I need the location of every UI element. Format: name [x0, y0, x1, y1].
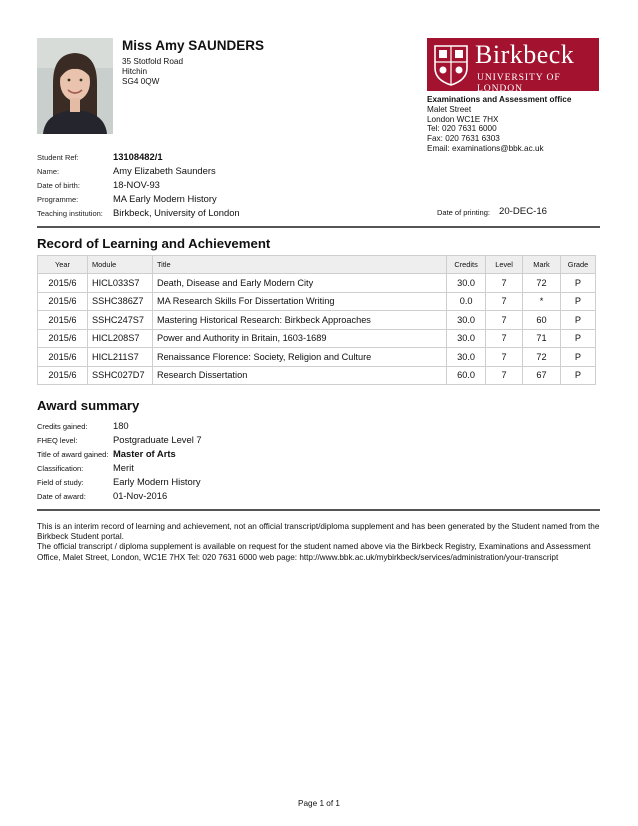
- table-row: [38, 311, 596, 330]
- cell-mark: 71: [523, 329, 561, 348]
- student-name: Miss Amy SAUNDERS: [122, 38, 265, 53]
- cell-title: Renaissance Florence: Society, Religion and Culture: [152, 348, 446, 367]
- birkbeck-logo: [427, 38, 599, 94]
- cell-mark: 72: [523, 348, 561, 367]
- column-header: Title: [152, 256, 446, 274]
- logo-subtitle: UNIVERSITY OF LONDON: [477, 72, 561, 94]
- cell-module: HICL208S7: [87, 329, 152, 348]
- cell-year: 2015/6: [38, 274, 88, 293]
- logo-wordmark: Birkbeck: [475, 40, 575, 69]
- footer-notice: [37, 522, 601, 563]
- cell-grade: P: [560, 329, 595, 348]
- cell-module: SSHC027D7: [87, 366, 152, 385]
- award-label-field: Field of study:: [37, 478, 84, 487]
- cell-year: 2015/6: [38, 311, 88, 330]
- printing-date-value: 20-DEC-16: [499, 206, 547, 217]
- info-value-programme: MA Early Modern History: [113, 193, 217, 204]
- column-header: Mark: [523, 256, 561, 274]
- table-header-row: [38, 256, 596, 274]
- address-line: 35 Stotfold Road: [122, 57, 183, 66]
- award-value-date: 01-Nov-2016: [113, 490, 168, 501]
- footer-paragraph: The official transcript / diploma supplement is available on request for the student named above via the Birkbeck Registry, Examinations and Assessment Office, Malet Street, London, WC1E 7HX Tel: 020 7631 6000 web page: http://www.bbk.ac.uk/mybirkbeck/services/administration/your-transcript: [37, 542, 591, 562]
- column-header: Grade: [560, 256, 595, 274]
- cell-credits: 60.0: [447, 366, 486, 385]
- cell-grade: P: [560, 292, 595, 311]
- cell-module: HICL033S7: [87, 274, 152, 293]
- info-value-institution: Birkbeck, University of London: [113, 207, 240, 218]
- office-line: Malet Street: [427, 104, 472, 114]
- cell-year: 2015/6: [38, 366, 88, 385]
- cell-year: 2015/6: [38, 348, 88, 367]
- cell-grade: P: [560, 311, 595, 330]
- cell-mark: 67: [523, 366, 561, 385]
- page-number: Page 1 of 1: [298, 799, 340, 808]
- printing-date-label: Date of printing:: [437, 208, 490, 217]
- award-label-classification: Classification:: [37, 464, 84, 473]
- award-value-fheq: Postgraduate Level 7: [113, 434, 202, 445]
- cell-year: 2015/6: [38, 292, 88, 311]
- office-contact: [427, 95, 571, 154]
- cell-level: 7: [486, 274, 523, 293]
- cell-credits: 30.0: [447, 348, 486, 367]
- cell-level: 7: [486, 292, 523, 311]
- award-value-credits: 180: [113, 420, 129, 431]
- info-value-student-ref: 13108482/1: [113, 151, 163, 162]
- info-label-institution: Teaching institution:: [37, 209, 103, 218]
- footer-paragraph: This is an interim record of learning and achievement, not an official transcript/diploma supplement and has been generated by the Student named from the Birkbeck Student portal.: [37, 522, 600, 542]
- column-header: Module: [87, 256, 152, 274]
- cell-title: Mastering Historical Research: Birkbeck Approaches: [152, 311, 446, 330]
- award-label-credits: Credits gained:: [37, 422, 88, 431]
- crest-icon: [433, 44, 469, 86]
- cell-module: SSHC247S7: [87, 311, 152, 330]
- award-value-field: Early Modern History: [113, 476, 201, 487]
- info-value-name: Amy Elizabeth Saunders: [113, 165, 216, 176]
- record-table: [37, 255, 596, 385]
- cell-level: 7: [486, 329, 523, 348]
- table-row: [38, 329, 596, 348]
- info-label-dob: Date of birth:: [37, 181, 80, 190]
- cell-grade: P: [560, 366, 595, 385]
- cell-level: 7: [486, 366, 523, 385]
- cell-credits: 30.0: [447, 274, 486, 293]
- info-value-dob: 18-NOV-93: [113, 179, 160, 190]
- cell-title: Research Dissertation: [152, 366, 446, 385]
- office-line: Tel: 020 7631 6000: [427, 124, 497, 134]
- award-label-date: Date of award:: [37, 492, 86, 501]
- cell-title: Death, Disease and Early Modern City: [152, 274, 446, 293]
- office-title: Examinations and Assessment office: [427, 95, 572, 104]
- column-header: Level: [486, 256, 523, 274]
- divider: [37, 509, 600, 511]
- cell-grade: P: [560, 274, 595, 293]
- cell-mark: 60: [523, 311, 561, 330]
- cell-level: 7: [486, 311, 523, 330]
- table-row: [38, 366, 596, 385]
- table-row: [38, 274, 596, 293]
- student-address: [122, 57, 183, 86]
- cell-mark: 72: [523, 274, 561, 293]
- cell-credits: 30.0: [447, 311, 486, 330]
- cell-title: Power and Authority in Britain, 1603-1689: [152, 329, 446, 348]
- cell-module: HICL211S7: [87, 348, 152, 367]
- office-line: Fax: 020 7631 6303: [427, 134, 500, 144]
- table-row: [38, 292, 596, 311]
- record-title: Record of Learning and Achievement: [37, 236, 271, 251]
- address-line: SG4 0QW: [122, 76, 160, 86]
- award-value-classification: Merit: [113, 462, 134, 473]
- divider: [37, 226, 600, 228]
- award-value-title: Master of Arts: [113, 448, 176, 459]
- cell-level: 7: [486, 348, 523, 367]
- cell-title: MA Research Skills For Dissertation Writing: [152, 292, 446, 311]
- cell-grade: P: [560, 348, 595, 367]
- column-header: Year: [38, 256, 88, 274]
- award-label-title: Title of award gained:: [37, 450, 109, 459]
- cell-credits: 0.0: [447, 292, 486, 311]
- cell-mark: *: [523, 292, 561, 311]
- office-line: London WC1E 7HX: [427, 114, 499, 124]
- table-row: [38, 348, 596, 367]
- cell-module: SSHC386Z7: [87, 292, 152, 311]
- award-label-fheq: FHEQ level:: [37, 436, 78, 445]
- cell-credits: 30.0: [447, 329, 486, 348]
- column-header: Credits: [447, 256, 486, 274]
- address-line: Hitchin: [122, 66, 148, 76]
- cell-year: 2015/6: [38, 329, 88, 348]
- office-line: Email: examinations@bbk.ac.uk: [427, 143, 544, 153]
- info-label-student-ref: Student Ref:: [37, 153, 79, 162]
- student-photo: [37, 38, 113, 134]
- info-label-programme: Programme:: [37, 195, 79, 204]
- info-label-name: Name:: [37, 167, 60, 176]
- award-title: Award summary: [37, 398, 140, 413]
